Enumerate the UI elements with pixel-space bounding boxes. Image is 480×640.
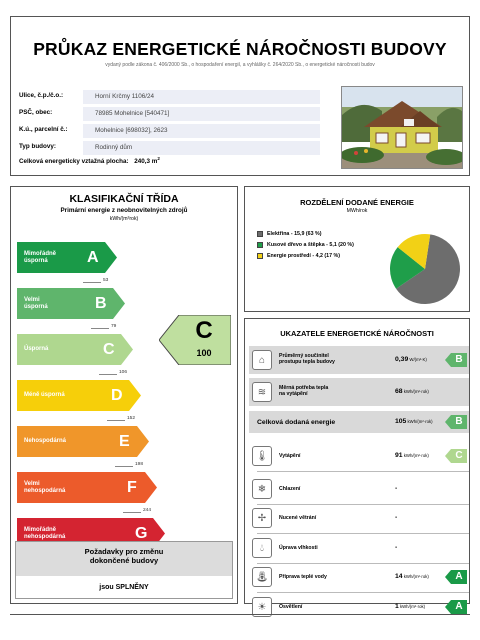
fan-icon: ✢: [252, 508, 272, 528]
energy-class-band-c: [17, 334, 133, 365]
legend-item: [257, 242, 354, 248]
indicator-row: [249, 564, 469, 590]
current-class-value: 100: [196, 348, 212, 358]
building-type-value: Rodinný dům: [83, 141, 320, 155]
current-class-marker: [159, 315, 231, 365]
building-photo: [341, 86, 463, 169]
classification-title: KLASIFIKAČNÍ TŘÍDA: [69, 193, 179, 205]
energy-class-letter: G: [135, 524, 148, 542]
energy-class-band-a: [17, 242, 117, 273]
droplet-icon: 💧︎: [252, 538, 272, 558]
indicator-label: Úprava vlhkosti: [279, 544, 318, 551]
requirements-title: Požadavky pro změnu dokončené budovy: [84, 547, 164, 565]
indicator-class-badge: A: [445, 600, 467, 614]
energy-class-band-b: [17, 288, 125, 319]
energy-class-label: Mimořádně nehospodárná: [24, 526, 66, 540]
energy-class-band-f: [17, 472, 157, 503]
indicator-label: Chlazení: [279, 485, 301, 492]
energy-class-label: Méně úsporná: [24, 392, 65, 399]
indicator-row: [249, 476, 469, 502]
energy-class-letter: F: [127, 478, 137, 496]
energy-class-letter: E: [119, 432, 130, 450]
indicator-label: Příprava teplé vody: [279, 573, 327, 580]
energy-class-band-d: [17, 380, 141, 411]
indicator-row: [249, 411, 469, 433]
indicator-row: [249, 535, 469, 561]
indicator-row: [249, 378, 469, 406]
indicator-class-badge: B: [445, 353, 467, 367]
indicator-label: Vytápění: [279, 452, 301, 459]
indicator-row: [249, 346, 469, 374]
indicator-value: -: [395, 543, 398, 551]
certificate-title: PRŮKAZ ENERGETICKÉ NÁROČNOSTI BUDOVY: [33, 39, 447, 59]
indicator-value: 68 kWh/(m²·rok): [395, 387, 429, 395]
cadastre-row: [19, 124, 321, 138]
energy-class-threshold: 53: [17, 275, 125, 285]
energy-class-label: Mimořádně úsporná: [24, 250, 57, 264]
certificate-subtitle: vydaný podle zákona č. 406/2000 Sb., o hospodaření energií, a vyhlášky č. 264/2020 Sb., o energetické náročnosti budov: [105, 62, 375, 68]
indicator-row: [249, 594, 469, 620]
energy-class-threshold: 244: [17, 505, 165, 515]
energy-class-letter: D: [111, 386, 123, 404]
indicator-value: -: [395, 513, 398, 521]
indicators-title: UKAZATELE ENERGETICKÉ NÁROČNOSTI: [280, 329, 434, 338]
indicator-value: 14 kWh/(m²·rok): [395, 572, 429, 580]
current-class-letter: C: [195, 317, 213, 344]
energy-class-label: Velmi nehospodárná: [24, 480, 66, 494]
indicator-row: [249, 443, 469, 469]
energy-distribution-panel: [244, 186, 470, 312]
requirements-result: jsou SPLNĚNY: [99, 584, 149, 591]
building-type-label: Typ budovy:: [19, 143, 56, 150]
energy-class-label: Nehospodárná: [24, 438, 67, 445]
energy-class-label: Úsporná: [24, 346, 49, 353]
legend-swatch: [257, 242, 263, 248]
building-type-row: [19, 141, 321, 155]
indicators-panel: [244, 318, 470, 613]
indicator-class-badge: A: [445, 570, 467, 584]
distribution-pie-chart: [389, 233, 461, 305]
legend-label: Elektřina - 15,9 (63 %): [267, 231, 322, 237]
bottom-border: [10, 614, 470, 615]
indicator-value: 91 kWh/(m²·rok): [395, 451, 429, 459]
energy-class-threshold: 152: [17, 413, 149, 423]
classification-panel: [10, 186, 238, 604]
address-value: Horní Krčmy 1106/24: [83, 90, 320, 104]
indicator-label: Celková dodaná energie: [257, 418, 336, 426]
indicator-label: Měrná potřeba tepla na vytápění: [279, 385, 329, 398]
address-label: Ulice, č.p./č.o.:: [19, 92, 64, 99]
legend-item: [257, 231, 321, 237]
indicator-value: 0,39 W/(m²·K): [395, 355, 427, 363]
indicator-row: [249, 505, 469, 531]
distribution-title: ROZDĚLENÍ DODANÉ ENERGIE: [300, 198, 414, 207]
energy-class-letter: A: [87, 248, 99, 266]
energy-class-threshold: 198: [17, 459, 157, 469]
legend-label: Energie prostředí - 4,2 (17 %): [267, 253, 341, 259]
address-row: [19, 90, 321, 104]
certificate-header-panel: [10, 16, 470, 176]
thermometer-icon: 🌡︎: [252, 446, 272, 466]
energy-class-band-e: [17, 426, 149, 457]
legend-item: [257, 253, 340, 259]
house-envelope-icon: ⌂: [252, 350, 272, 370]
energy-class-threshold: 79: [17, 321, 133, 331]
heat-demand-icon: ≋: [252, 382, 272, 402]
floor-area-label: Celková energeticky vztažná plocha:: [19, 158, 129, 166]
requirements-box: [15, 541, 233, 599]
indicator-value: 105 kWh/(m²·rok): [395, 417, 433, 425]
cadastre-label: K.ú., parcelní č.:: [19, 126, 68, 133]
classification-subtitle: Primární energie z neobnovitelných zdrojů: [60, 207, 188, 214]
floor-area-value: 240,3 $m^2$: [134, 156, 160, 166]
cadastre-value: Mohelnice [698032], 2623: [83, 124, 320, 138]
indicator-value: -: [395, 484, 398, 492]
legend-label: Kusové dřevo a štěpka - 5,1 (20 %): [267, 242, 354, 248]
postcode-row: [19, 107, 321, 121]
postcode-label: PSČ, obec:: [19, 109, 53, 116]
energy-class-label: Velmi úsporná: [24, 296, 48, 310]
bulb-icon: ☀: [252, 597, 272, 617]
energy-class-threshold: 106: [17, 367, 141, 377]
classification-unit: kWh/(m²rok): [109, 216, 139, 222]
distribution-unit: MWh/rok: [346, 208, 368, 214]
indicator-class-badge: B: [445, 415, 467, 429]
legend-swatch: [257, 253, 263, 259]
indicator-value: 1 kWh/(m²·rok): [395, 602, 426, 610]
floor-area-row: [19, 156, 160, 165]
tap-icon: ⛲︎: [252, 567, 272, 587]
indicator-label: Osvětlení: [279, 603, 303, 610]
legend-swatch: [257, 231, 263, 237]
indicator-label: Průměrný součinitel prostupu tepla budovy: [279, 353, 335, 366]
indicator-class-badge: C: [445, 449, 467, 463]
snowflake-icon: ❄: [252, 479, 272, 499]
indicator-label: Nucené větrání: [279, 514, 317, 521]
postcode-value: 78985 Mohelnice [540471]: [83, 107, 320, 121]
energy-class-letter: B: [95, 294, 107, 312]
energy-class-letter: C: [103, 340, 115, 358]
